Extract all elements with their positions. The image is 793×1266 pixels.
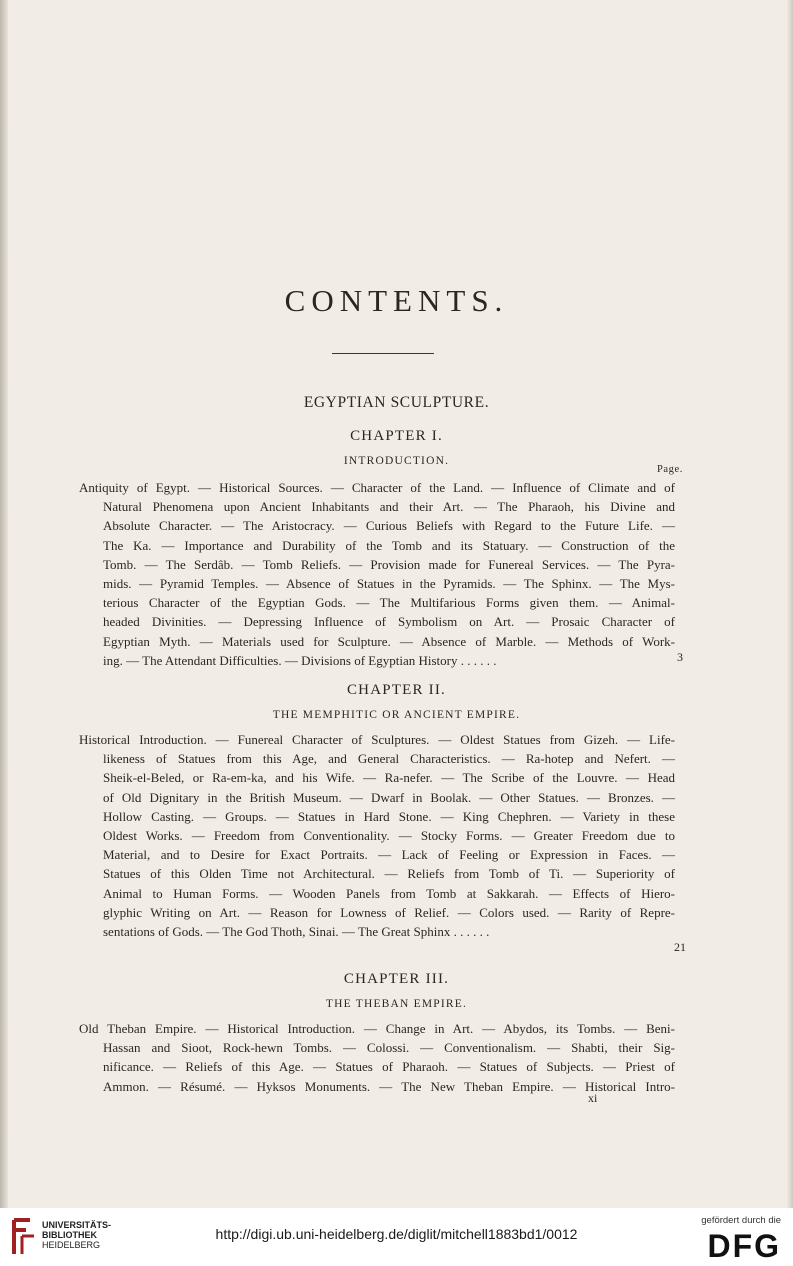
summary-line: mids. — Pyramid Temples. — Absence of Statues in the Pyramids. — The Sphinx. — The Mys- — [103, 576, 675, 592]
summary-line: Absolute Character. — The Aristocracy. — Curious Beliefs with Regard to the Future Life. — — [103, 518, 675, 534]
summary-line: terious Character of the Egyptian Gods. — The Multifarious Forms given them. — Animal- — [103, 595, 675, 611]
dfg-logo: DFG — [707, 1228, 781, 1264]
summary-line: Animal to Human Forms. — Wooden Panels from Tomb at Sakkarah. — Effects of Hiero- — [103, 885, 675, 901]
library-name-line: BIBLIOTHEK — [42, 1230, 97, 1240]
page-edge-left — [0, 0, 8, 1208]
summary-line: ing. — The Attendant Difficulties. — Divisions of Egyptian History . . . . . . — [103, 652, 497, 668]
summary-line: Old Theban Empire. — Historical Introduction. — Change in Art. — Abydos, its Tombs. — Beni- — [79, 1021, 675, 1036]
funded-by-label: gefördert durch die — [701, 1215, 781, 1226]
folio-number: xi — [588, 1091, 598, 1105]
chapter-1-title: CHAPTER I. — [350, 428, 443, 444]
summary-line: headed Divinities. — Depressing Influence of Symbolism on Art. — Prosaic Character of — [103, 614, 675, 630]
summary-line: Statues of this Olden Time not Architectural. — Reliefs from Tomb of Ti. — Superiority of — [103, 866, 675, 882]
summary-line: likeness of Statues from this Age, and General Characteristics. — Ra-hotep and Nefert. — — [103, 751, 675, 767]
chapter-3-title: CHAPTER III. — [343, 971, 450, 987]
summary-line: Antiquity of Egypt. — Historical Sources. — Character of the Land. — Influence of Climate and of — [79, 480, 675, 495]
summary-line: Oldest Works. — Freedom from Conventionality. — Stocky Forms. — Greater Freedom due to — [103, 828, 675, 844]
summary-line: nificance. — Reliefs of this Age. — Statues of Pharaoh. — Statues of Subjects. — Priest of — [103, 1059, 675, 1075]
page-column-header: Page. — [656, 464, 683, 475]
summary-line: Historical Introduction. — Funereal Character of Sculptures. — Oldest Statues from Gizeh. — Life- — [79, 732, 675, 747]
summary-line: Sheik-el-Beled, or Ra-em-ka, and his Wife. — Ra-nefer. — The Scribe of the Louvre. — Head — [103, 770, 675, 786]
summary-line: Hassan and Sioot, Rock-hewn Tombs. — Colossi. — Conventionalism. — Shabti, their Sig- — [103, 1040, 675, 1056]
summary-line: Egyptian Myth. — Materials used for Sculpture. — Absence of Marble. — Methods of Work- — [103, 633, 675, 649]
summary-line: Ammon. — Résumé. — Hyksos Monuments. — The New Theban Empire. — Historical Intro- — [103, 1078, 675, 1094]
title-rule — [332, 353, 434, 354]
page-edge-right — [787, 0, 793, 1208]
summary-line: sentations of Gods. — The God Thoth, Sinai. — The Great Sphinx . . . . . . — [103, 924, 490, 940]
chapter-3-subtitle: THE THEBAN EMPIRE. — [325, 998, 468, 1010]
summary-line: Hollow Casting. — Groups. — Statues in Hard Stone. — King Chephren. — Variety in these — [103, 808, 675, 824]
library-name-line: UNIVERSITÄTS- — [42, 1220, 112, 1230]
permalink-url[interactable]: http://digi.ub.uni-heidelberg.de/diglit/mitchell1883bd1/0012 — [215, 1226, 578, 1242]
chapter-1-summary — [79, 478, 675, 670]
contents-title: CONTENTS. — [284, 283, 509, 318]
part-title: EGYPTIAN SCULPTURE. — [303, 394, 490, 411]
summary-line: The Ka. — Importance and Durability of the Tomb and its Statuary. — Construction of the — [103, 537, 675, 553]
chapter-2-page-number: 21 — [674, 940, 686, 954]
chapter-1-subtitle: INTRODUCTION. — [343, 455, 450, 467]
summary-line: Natural Phenomena upon Ancient Inhabitants and their Art. — The Pharaoh, his Divine and — [103, 499, 675, 515]
summary-line: glyphic Writing on Art. — Reason for Lowness of Relief. — Colors used. — Rarity of Repre- — [103, 904, 675, 920]
chapter-1-page-number: 3 — [677, 650, 683, 664]
library-name-line: HEIDELBERG — [42, 1240, 101, 1250]
chapter-2-subtitle: THE MEMPHITIC OR ANCIENT EMPIRE. — [272, 709, 521, 721]
chapter-3-summary — [79, 1019, 675, 1096]
chapter-2-summary — [79, 730, 675, 941]
summary-line: Tomb. — The Serdâb. — Tomb Reliefs. — Provision made for Funereal Services. — The Pyra- — [103, 556, 675, 572]
summary-line: Material, and to Desire for Exact Portraits. — Lack of Feeling or Expression in Faces. — — [103, 847, 675, 863]
summary-line: of Old Dignitary in the British Museum. — Dwarf in Boolak. — Other Statues. — Bronzes. — — [103, 789, 675, 805]
chapter-2-title: CHAPTER II. — [346, 682, 447, 698]
